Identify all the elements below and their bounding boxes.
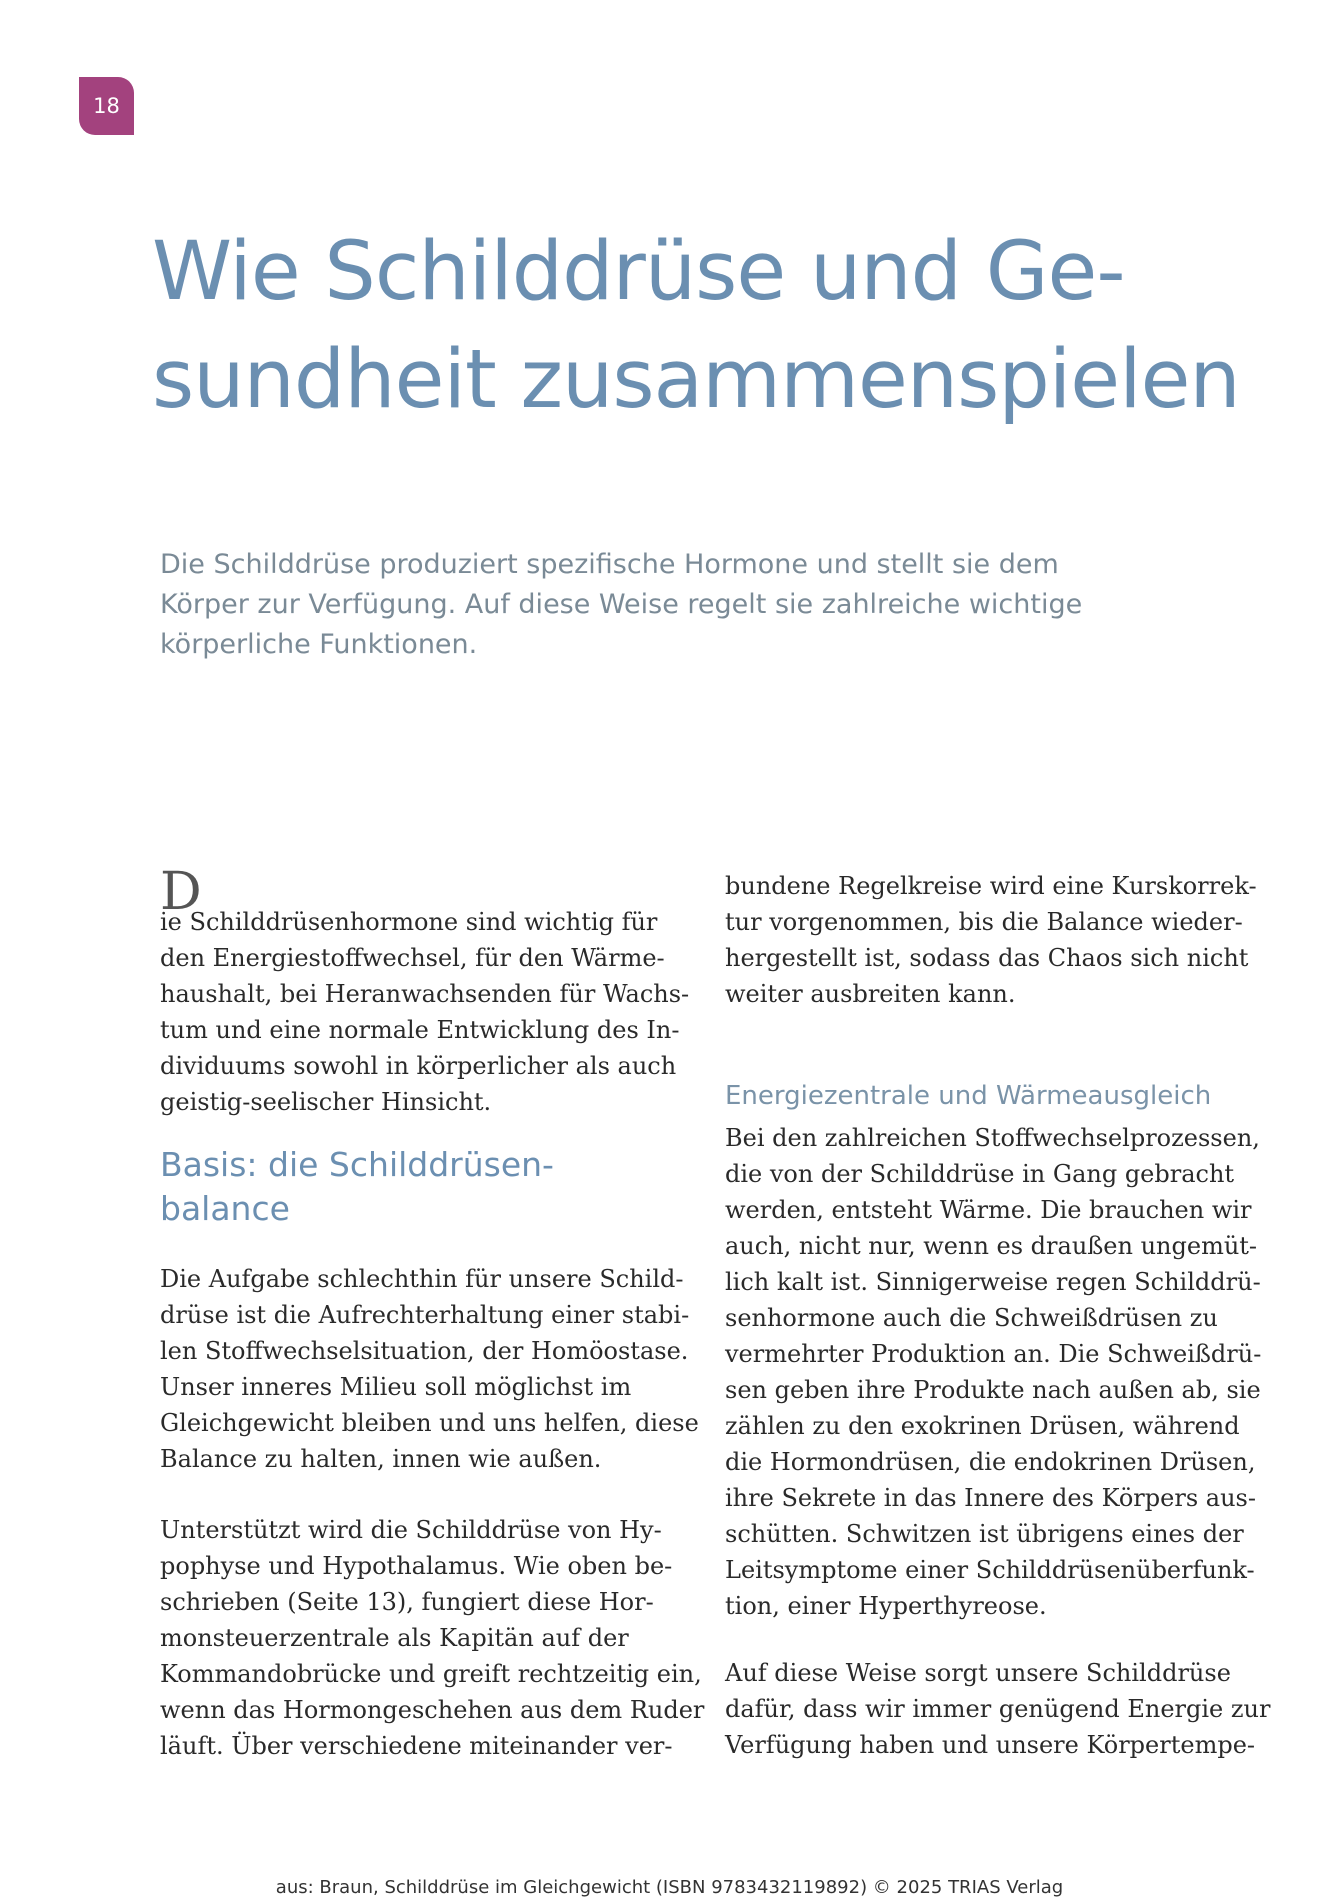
section-heading-basis bbox=[160, 1143, 554, 1231]
text-line: werden, entsteht Wärme. Die brauchen wir bbox=[725, 1196, 1252, 1224]
text-line: den Energiestoffwechsel, für den Wärme- bbox=[160, 944, 665, 972]
text-line: ihre Sekrete in das Innere des Körpers aus- bbox=[725, 1484, 1256, 1512]
text-line: wenn das Hormongeschehen aus dem Ruder bbox=[160, 1696, 705, 1724]
text-line: bundene Regelkreise wird eine Kurskorrek- bbox=[725, 872, 1257, 900]
heading-line: Energiezentrale und Wärmeausgleich bbox=[725, 1081, 1212, 1111]
text-line: drüse ist die Aufrechterhaltung einer stabi- bbox=[160, 1301, 690, 1329]
text-line: weiter ausbreiten kann. bbox=[725, 980, 1016, 1008]
left-paragraph-1 bbox=[160, 862, 690, 1120]
text-line: schütten. Schwitzen ist übrigens eines der bbox=[725, 1520, 1244, 1548]
text-line: läuft. Über verschiedene miteinander ver- bbox=[160, 1732, 673, 1760]
text-line: monsteuerzentrale als Kapitän auf der bbox=[160, 1624, 629, 1652]
text-line: geistig-seelischer Hinsicht. bbox=[160, 1088, 492, 1116]
source-footer: aus: Braun, Schilddrüse im Gleichgewicht (ISBN 9783432119892) © 2025 TRIAS Verlag bbox=[275, 1877, 1064, 1898]
text-line: len Stoffwechselsituation, der Homöostase. bbox=[160, 1337, 689, 1365]
text-line: auch, nicht nur, wenn es draußen ungemüt- bbox=[725, 1232, 1258, 1260]
text-line: tion, einer Hyperthyreose. bbox=[725, 1592, 1047, 1620]
text-line: vermehrter Produktion an. Die Schweißdrü- bbox=[725, 1340, 1262, 1368]
text-line: zählen zu den exokrinen Drüsen, während bbox=[725, 1412, 1240, 1440]
text-line: Auf diese Weise sorgt unsere Schilddrüse bbox=[725, 1659, 1231, 1687]
section-heading-energie bbox=[725, 1078, 1211, 1114]
text-line: Unterstützt wird die Schilddrüse von Hy- bbox=[160, 1516, 662, 1544]
heading-line: balance bbox=[160, 1189, 290, 1228]
text-line: senhormone auch die Schweißdrüsen zu bbox=[725, 1304, 1218, 1332]
text-line: die Hormondrüsen, die endokrinen Drüsen, bbox=[725, 1448, 1256, 1476]
right-paragraph-3 bbox=[725, 1655, 1270, 1763]
text-line: dividuums sowohl in körperlicher als auch bbox=[160, 1052, 677, 1080]
intro-line: Die Schilddrüse produziert spezifische Hormone und stellt sie dem bbox=[160, 549, 1059, 580]
text-line: schrieben (Seite 13), fungiert diese Hor- bbox=[160, 1588, 654, 1616]
text-line: lich kalt ist. Sinnigerweise regen Schilddrü- bbox=[725, 1268, 1261, 1296]
text-line: Balance zu halten, innen wie außen. bbox=[160, 1445, 602, 1473]
intro-line: Körper zur Verfügung. Auf diese Weise regelt sie zahlreiche wichtige bbox=[160, 589, 1083, 620]
title-line: sundheit zusammenspielen bbox=[152, 333, 1240, 427]
page-number-badge: 18 bbox=[79, 77, 134, 135]
text-line: dafür, dass wir immer genügend Energie zur bbox=[725, 1695, 1271, 1723]
text-line: pophyse und Hypothalamus. Wie oben be- bbox=[160, 1552, 673, 1580]
text-line: Gleichgewicht bleiben und uns helfen, diese bbox=[160, 1409, 699, 1437]
title-line: Wie Schilddrüse und Ge- bbox=[152, 225, 1125, 319]
right-paragraph-1 bbox=[725, 868, 1257, 1012]
text-line: sen geben ihre Produkte nach außen ab, sie bbox=[725, 1376, 1261, 1404]
text-line: Verfügung haben und unsere Körpertempe- bbox=[725, 1731, 1256, 1759]
text-line: Leitsymptome einer Schilddrüsenüberfunk- bbox=[725, 1556, 1255, 1584]
heading-line: Basis: die Schilddrüsen- bbox=[160, 1145, 554, 1184]
text-line: tur vorgenommen, bis die Balance wieder- bbox=[725, 908, 1243, 936]
intro-line: körperliche Funktionen. bbox=[160, 629, 478, 660]
right-paragraph-2 bbox=[725, 1120, 1261, 1624]
page-title bbox=[152, 218, 1272, 434]
text-line: Unser inneres Milieu soll möglichst im bbox=[160, 1373, 632, 1401]
text-line: Bei den zahlreichen Stoffwechselprozessen, bbox=[725, 1124, 1260, 1152]
text-line: haushalt, bei Heranwachsenden für Wachs- bbox=[160, 980, 690, 1008]
text-line: Die Aufgabe schlechthin für unsere Schild- bbox=[160, 1265, 684, 1293]
text-fragment: ie Schilddrüsenhormone sind wichtig für bbox=[160, 908, 658, 936]
text-line: hergestellt ist, sodass das Chaos sich nicht bbox=[725, 944, 1249, 972]
drop-cap: D bbox=[160, 862, 202, 922]
left-paragraph-2 bbox=[160, 1261, 699, 1477]
left-paragraph-3 bbox=[160, 1512, 704, 1764]
intro-text bbox=[160, 545, 1240, 665]
text-line bbox=[160, 862, 689, 940]
text-line: die von der Schilddrüse in Gang gebracht bbox=[725, 1160, 1235, 1188]
text-line: tum und eine normale Entwicklung des In- bbox=[160, 1016, 680, 1044]
text-line: Kommandobrücke und greift rechtzeitig ein, bbox=[160, 1660, 702, 1688]
